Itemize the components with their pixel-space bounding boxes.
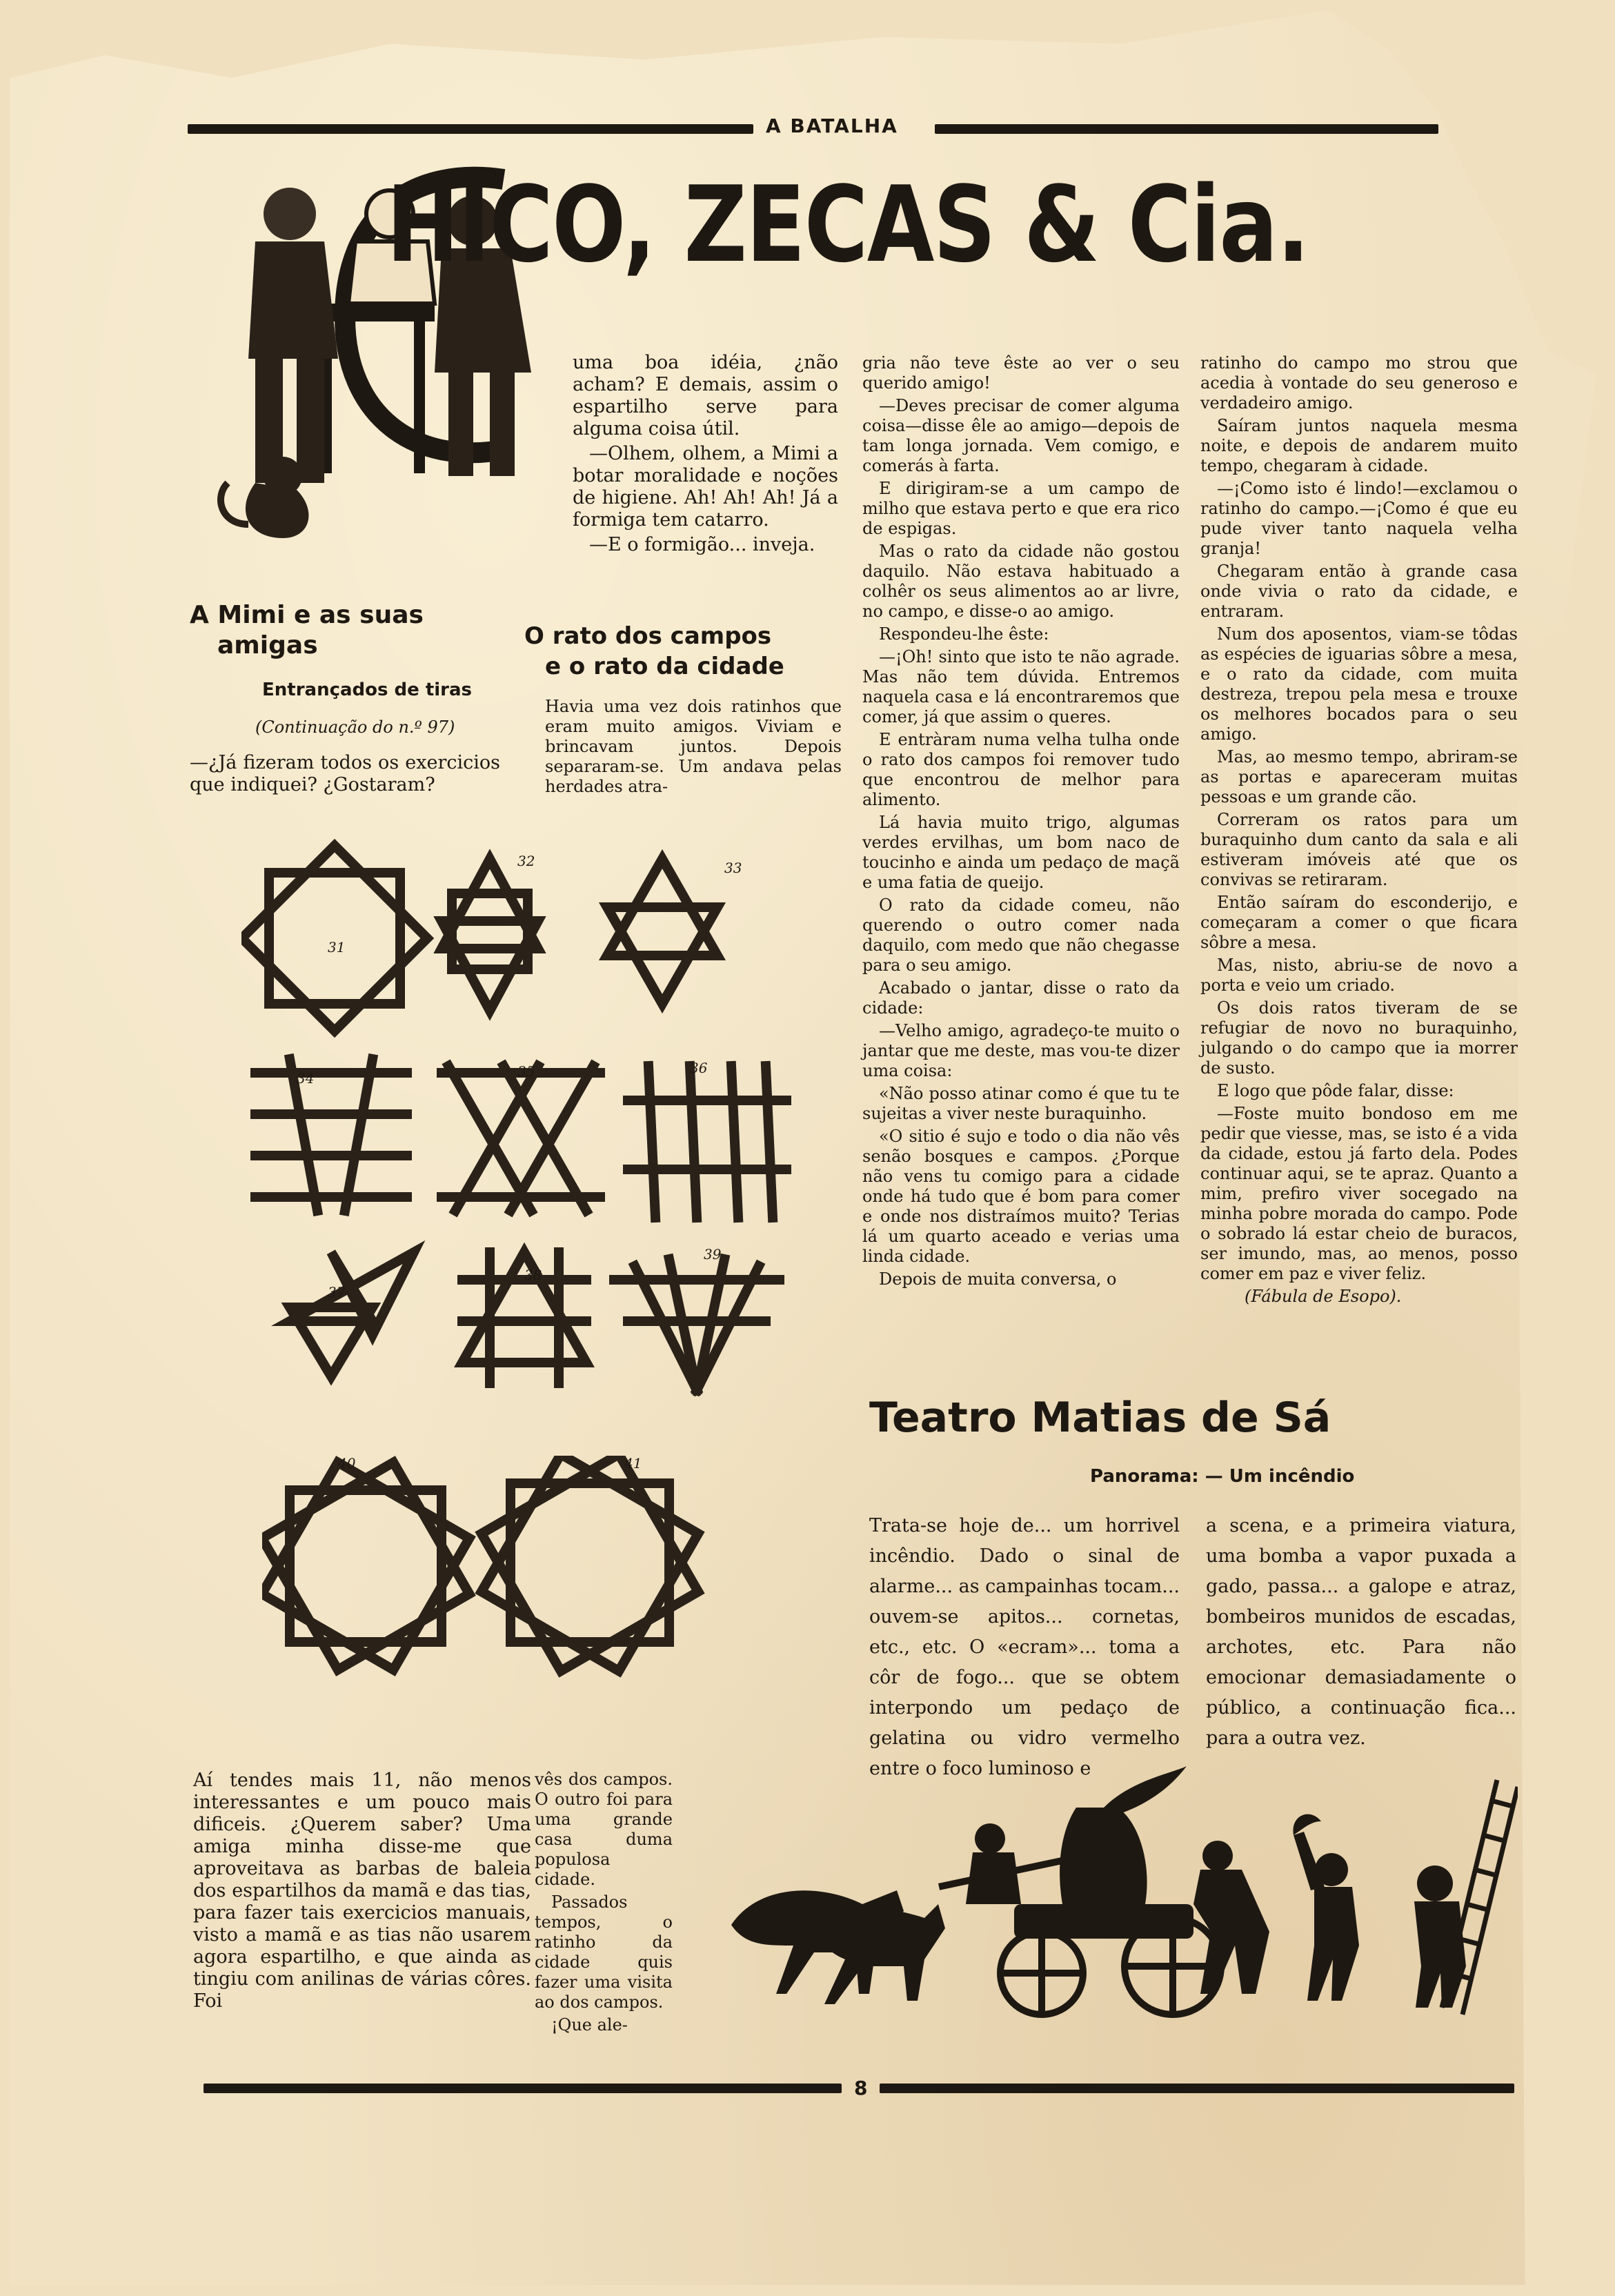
rato-paragraph: gria não teve êste ao ver o seu querido amigo!: [862, 353, 1180, 393]
figure-label: 39: [704, 1246, 722, 1263]
footer-rule-right: [880, 2084, 1514, 2093]
running-title: A BATALHA: [766, 115, 898, 137]
rato-paragraph: E entràram numa velha tulha onde o rato dos campos foi remover tudo que encontrou de melhor para alimento.: [862, 730, 1180, 809]
rato-paragraph: «Não posso atinar como é que tu te sujeitas a viver neste buraquinho.: [862, 1084, 1180, 1123]
rato-continued-col1: [535, 1770, 673, 2038]
rato-paragraph: Mas, nisto, abriu-se de novo a porta e veio um criado.: [1200, 956, 1518, 995]
rato-paragraph: Depois de muita conversa, o: [879, 1269, 1117, 1289]
figure-label: 36: [690, 1060, 708, 1076]
rato-paragraph: Correram os ratos para um buraquinho dum canto da sala e ali estiveram imóveis até que os convivas se retiraram.: [1200, 810, 1518, 889]
rato-paragraph: —¡Como isto é lindo!—exclamou o ratinho do campo.—¡Como é que eu pude viver tanto naquela velha granja!: [1200, 479, 1518, 558]
teatro-title: Teatro Matias de Sá: [869, 1394, 1331, 1442]
rato-paragraph: O rato da cidade comeu, não querendo o outro comer nada daquilo, com medo que não chegasse para o seu amigo.: [862, 895, 1180, 975]
rato-paragraph: Chegaram então à grande casa onde vivia o rato da cidade, e entraram.: [1200, 562, 1518, 621]
rato-col3: [1200, 353, 1518, 1309]
mimi-continuation: (Continuação do n.º 97): [255, 718, 455, 737]
mimi-title: [190, 600, 452, 661]
figure-label: 35: [517, 1063, 535, 1080]
rato-paragraph: —Foste muito bondoso em me pedir que viesse, mas, se isto é a vida da cidade, estou já farto dela. Podes continuar aqui, se te apraz. Quanto a mim, prefiro viver socegado na minha pobre morada do campo. Pode o sobrado lá estar cheio de buracos, ser imundo, mas, ao menos, posso comer em paz e viver feliz.: [1200, 1104, 1518, 1283]
teatro-subtitle: Panorama: — Um incêndio: [1090, 1466, 1355, 1487]
rato-col2: [862, 353, 1180, 1292]
rato-paragraph: Passados tempos, o ratinho da cidade quis fazer uma visita ao dos campos.: [535, 1892, 673, 2012]
rato-paragraph: Os dois ratos tiveram de se refugiar de novo no buraquinho, julgando o do campo que ia morrer de susto.: [1200, 998, 1518, 1078]
rato-paragraph: —¡Oh! sinto que isto te não agrade. Mas não tem dúvida. Entremos naquela casa e lá encontraremos que comer, já que assim o queres.: [862, 647, 1180, 726]
intro-paragraph: uma boa idéia, ¿não acham? E demais, assim o espartilho serve para alguma coisa útil.: [573, 352, 838, 439]
header-rule-right: [935, 124, 1438, 134]
rato-paragraph: Então saíram do esconderijo, e começaram a comer o que ficara sôbre a mesa.: [1200, 893, 1518, 952]
rato-paragraph: —Velho amigo, agradeço-te muito o jantar que me deste, mas vou-te dizer uma coisa:: [862, 1021, 1180, 1080]
rato-paragraph: Mas, ao mesmo tempo, abriram-se as portas e apareceram muitas pessoas e um grande cão.: [1200, 747, 1518, 806]
figure-label: 37: [328, 1284, 346, 1300]
figure-label: 33: [724, 860, 742, 876]
intro-paragraph: —Olhem, olhem, a Mimi a botar moralidade e noções de higiene. Ah! Ah! Ah! Já a formiga tem catarro.: [573, 443, 838, 531]
rato-title-line2: e o rato da cidade: [545, 653, 784, 680]
ring-figures: [262, 1456, 800, 1718]
rato-paragraph: —Deves precisar de comer alguma coisa—disse êle ao amigo—depois de tam longa jornada. Vem comigo, e comerás à farta.: [862, 396, 1180, 475]
teatro-col1: Trata-se hoje de... um horrivel incêndio. Dado o sinal de alarme... as campainhas tocam... ouvem-se apitos... cornetas, etc., etc. O «ecram»... toma a côr de fogo... que se obtem interpondo um pedaço de gelatina ou vidro vermelho entre o foco luminoso e: [869, 1515, 1180, 1779]
rato-paragraph: E dirigiram-se a um campo de milho que estava perto e que era rico de espigas.: [862, 479, 1180, 538]
rato-title-line1: O rato dos campos: [524, 622, 772, 650]
rato-source: (Fábula de Esopo).: [1245, 1287, 1402, 1306]
mimi-subtitle: Entrançados de tiras: [262, 680, 473, 700]
figure-label: 34: [297, 1070, 315, 1087]
rato-paragraph: Mas o rato da cidade não gostou daquilo. Não estava habituado a colhêr os seus alimentos ao ar livre, no campo, e disse-o ao amigo.: [862, 542, 1180, 621]
rato-paragraph: E logo que pôde falar, disse:: [1217, 1081, 1454, 1100]
weaving-figures: [241, 838, 793, 1487]
header-rule-left: [188, 124, 753, 134]
footer-rule-left: [204, 2084, 842, 2093]
figure-label: 41: [624, 1456, 642, 1472]
rato-paragraph: ratinho do campo mo strou que acedia à vontade do seu generoso e verdadeiro amigo.: [1200, 353, 1518, 413]
rato-paragraph: Num dos aposentos, viam-se tôdas as espécies de iguarias sôbre a mesa, e o rato da cidade, com muita destreza, trepou pela mesa e trouxe os melhores bocados para o seu amigo.: [1200, 624, 1518, 744]
mimi-intro-column: [573, 352, 838, 559]
masthead-title: HICO, ZECAS & Cia.: [386, 164, 1309, 286]
figure-label: 38: [524, 1267, 542, 1283]
fire-engine-illustration: [717, 1766, 1518, 2042]
rato-paragraph: Acabado o jantar, disse o rato da cidade:: [862, 978, 1180, 1018]
figure-label: 40: [338, 1456, 356, 1472]
figure-label: 32: [517, 853, 535, 869]
mimi-bottom-text: Aí tendes mais 11, não menos interessantes e um pouco mais dificeis. ¿Querem saber? Uma amiga minha disse-me que aproveitava as barbas de baleia dos espartilhos da mamã e das tias, para fazer tais exercicios manuais, visto a mamã e as tias não usarem agora espartilho, e que ainda as tingiu com anilinas de várias côres. Foi: [193, 1770, 531, 2012]
mimi-title-line2: amigas: [217, 631, 318, 660]
rato-paragraph: Lá havia muito trigo, algumas verdes ervilhas, um bom naco de toucinho e ainda um pedaço de maçã e uma fatia de queijo.: [862, 813, 1180, 892]
intro-paragraph: —E o formigão... inveja.: [589, 534, 815, 555]
page-number: 8: [854, 2077, 868, 2099]
rato-title: [524, 621, 855, 682]
rato-col1: Havia uma vez dois ratinhos que eram muito amigos. Viviam e brincavam juntos. Depois separaram-se. Um andava pelas herdades atra-: [545, 697, 842, 796]
teatro-col2: a scena, e a primeira viatura, uma bomba a vapor puxada a gado, passa... a galope e atraz, bombeiros munidos de escadas, archotes, etc. Para não emocionar demasiadamente o público, a continuação fica... para a outra vez.: [1206, 1515, 1516, 1749]
rato-paragraph: ¡Que ale-: [551, 2015, 628, 2035]
mimi-title-line1: A Mimi e as suas: [190, 601, 424, 629]
rato-paragraph: vês dos campos. O outro foi para uma grande casa duma populosa cidade.: [535, 1770, 673, 1889]
rato-paragraph: «O sitio é sujo e todo o dia não vês senão bosques e campos. ¿Porque não vens tu comigo para a cidade onde há tudo que é bom para comer e onde nos distraímos muito? Terias lá um quarto aceado e verias uma linda cidade.: [862, 1127, 1180, 1266]
figure-label: 31: [328, 939, 346, 956]
mimi-text: —¿Já fizeram todos os exercicios que indiquei? ¿Gostaram?: [190, 752, 500, 795]
rato-paragraph: Respondeu-lhe êste:: [879, 624, 1049, 644]
rato-paragraph: Saíram juntos naquela mesma noite, e depois de andarem muito tempo, chegaram à cidade.: [1200, 416, 1518, 475]
